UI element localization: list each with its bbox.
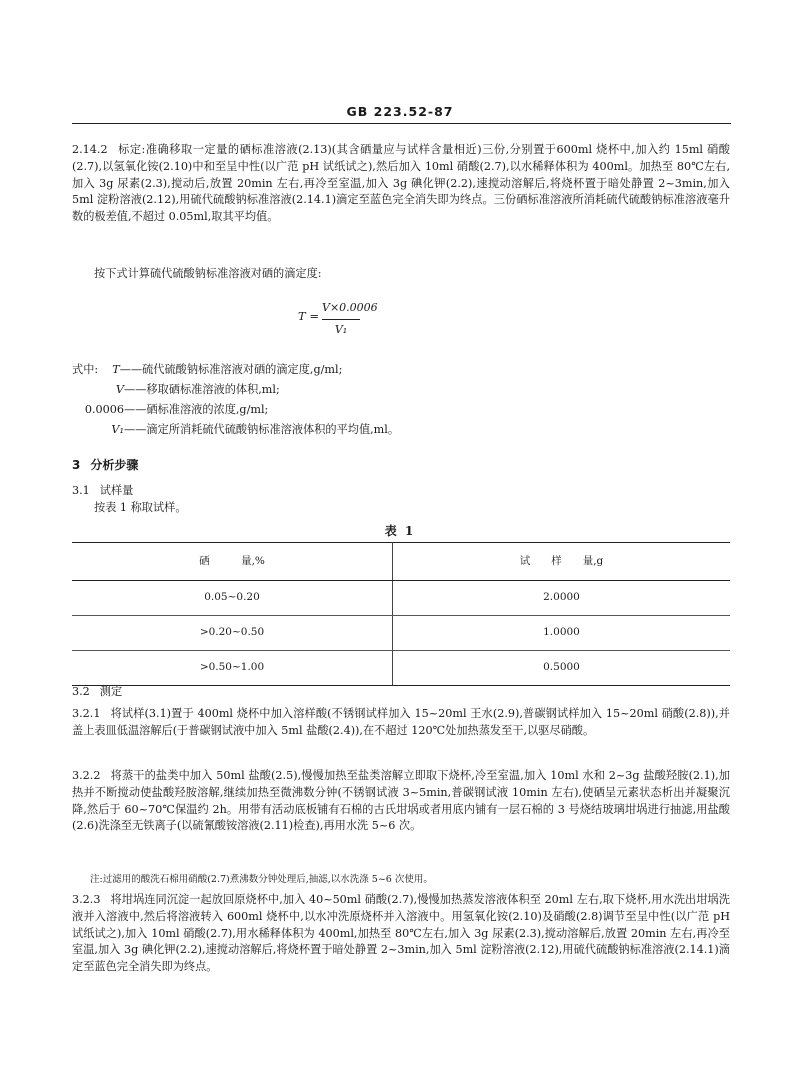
titer-formula <box>0 300 800 340</box>
variable-symbol: V₁ <box>111 423 124 436</box>
calc-intro: 按下式计算硫代硫酸钠标准溶液对硒的滴定度: <box>94 267 322 280</box>
section-number: 3 <box>72 458 81 472</box>
section-number: 3.2.3 <box>72 893 101 906</box>
paragraph-3-2-1 <box>72 706 730 740</box>
table-cell: 0.5000 <box>393 651 731 686</box>
formula-lhs: T = <box>298 309 319 323</box>
paragraph-text: 将试样(3.1)置于 400ml 烧杯中加入溶样酸(不锈钢试样加入 15~20ml 王水(2.9),普碳钢试样加入 15~20ml 硝酸(2.8)),并盖上表皿低温溶解后(于普碳钢试液中加入 5ml 盐酸(2.4)),在不超过 120℃处加热蒸发至干,以驱尽硝酸。 <box>72 707 730 737</box>
table-cell: 2.0000 <box>393 581 731 616</box>
paragraph-3-2-3 <box>72 892 730 976</box>
formula-fraction <box>322 300 378 338</box>
table-row <box>72 616 730 651</box>
variable-desc: ——移取硒标准溶液的体积,ml; <box>124 383 280 396</box>
variable-symbol: V <box>115 383 124 396</box>
paragraph-text: 将坩埚连同沉淀一起放回原烧杯中,加入 40~50ml 硝酸(2.7),慢慢加热蒸发溶液体积至 20ml 左右,取下烧杯,用水洗出坩埚洗液并入溶液中,然后将溶液转入 600ml 烧杯中,以水冲洗原烧杯并入溶液中。用氢氧化铵(2.10)及硝酸(2.8)调节至呈中性(以广范 pH 试纸试之),加入 10ml 硝酸(2.7),用水稀释体积为 400ml,加热至 80℃左右,加入 3g 尿素(2.3),搅动溶解后,放置 20min 左右,再冷至室温,加入 3g 碘化钾(2.2),速搅动溶解后,将烧杯置于暗处静置 2~3min,加入 5ml 淀粉溶液(2.12),用硫代硫酸钠标准溶液(2.14.1)滴定至蓝色完全消失即为终点。 <box>72 893 730 974</box>
sample-mass-table <box>72 542 730 686</box>
variable-row <box>72 362 730 382</box>
paragraph-3-2-2 <box>72 768 730 835</box>
paragraph-text: 标定:准确移取一定量的硒标准溶液(2.13)(其含硒量应与试样含量相近)三份,分别置于600ml 烧杯中,加入约 15ml 硝酸(2.7),以氢氧化铵(2.10)中和至呈中性(以广范 pH 试纸试之),然后加入 10ml 硝酸(2.7),以水稀释体积为 400ml。加热至 80℃左右,加入 3g 尿素(2.3),搅动后,放置 20min 左右,再冷至室温,加入 3g 碘化钾(2.2),速搅动溶解后,将烧杯置于暗处静置 2~3min,加入 5ml 淀粉溶液(2.12),用硫代硫酸钠标准溶液(2.14.1)滴定至蓝色完全消失即为终点。三份硒标准溶液所消耗硫代硫酸钠标准溶液毫升数的极差值,不超过 0.05ml,取其平均值。 <box>72 143 730 224</box>
table-cell: >0.50~1.00 <box>72 651 393 686</box>
variable-symbol: 0.0006 <box>84 403 124 416</box>
section-3-heading <box>72 456 138 474</box>
variable-row <box>72 402 730 422</box>
variables-prefix: 式中: <box>72 363 99 376</box>
section-number: 2.14.2 <box>72 143 108 156</box>
variable-desc: ——硒标准溶液的浓度,g/ml; <box>124 403 269 416</box>
formula-numerator: V×0.0006 <box>322 300 360 320</box>
variable-symbol: T <box>112 363 120 376</box>
variable-definitions <box>72 362 730 442</box>
paragraph-text: 将蒸干的盐类中加入 50ml 盐酸(2.5),慢慢加热至盐类溶解立即取下烧杯,冷至室温,加入 10ml 水和 2~3g 盐酸羟胺(2.1),加热并不断搅动使盐酸羟胺溶解,继续加热至微沸数分钟(不锈钢试液 3~5min,普碳钢试液 10min 左右),使硒呈元素状态析出并凝聚沉降,然后于 60~70℃保温约 2h。用带有活动底板铺有石棉的古氏坩埚或者用底内铺有一层石棉的 3 号烧结玻璃坩埚进行抽滤,用盐酸(2.6)洗涤至无铁离子(以硫氰酸铵溶液(2.11)检查),再用水洗 5~6 次。 <box>72 769 730 833</box>
table-header-row <box>72 543 730 581</box>
formula-denominator: V₁ <box>334 322 348 336</box>
table-cell: 1.0000 <box>393 616 731 651</box>
table-header-cell: 硒 量,% <box>72 543 393 581</box>
variable-desc: ——滴定所消耗硫代硫酸钠标准溶液体积的平均值,ml。 <box>124 423 400 436</box>
heading-3-1 <box>72 483 730 500</box>
heading-3-2 <box>72 684 730 701</box>
standard-code-header: GB 223.52-87 <box>346 104 454 119</box>
paragraph-2-14-2 <box>72 142 730 226</box>
variable-row <box>72 382 730 402</box>
section-number: 3.2 <box>72 685 90 698</box>
section-title: 分析步骤 <box>90 458 139 472</box>
section-number: 3.2.2 <box>72 769 101 782</box>
paragraph-3-1: 按表 1 称取试样。 <box>94 501 187 514</box>
table-row <box>72 581 730 616</box>
table-cell: 0.05~0.20 <box>72 581 393 616</box>
variable-row <box>72 422 730 442</box>
section-title: 测定 <box>99 685 123 698</box>
section-title: 试样量 <box>99 484 134 497</box>
table-cell: >0.20~0.50 <box>72 616 393 651</box>
variable-desc: ——硫代硫酸钠标准溶液对硒的滴定度,g/ml; <box>119 363 343 376</box>
section-number: 3.1 <box>72 484 90 497</box>
header-rule <box>72 123 731 124</box>
table-header-cell: 试 样 量,g <box>393 543 731 581</box>
filter-note: 注:过滤用的酸洗石棉用硝酸(2.7)煮沸数分钟处理后,抽滤,以水洗涤 5~6 次使用。 <box>90 874 433 885</box>
table-title: 表 1 <box>384 524 416 538</box>
section-number: 3.2.1 <box>72 707 101 720</box>
table-row <box>72 651 730 686</box>
